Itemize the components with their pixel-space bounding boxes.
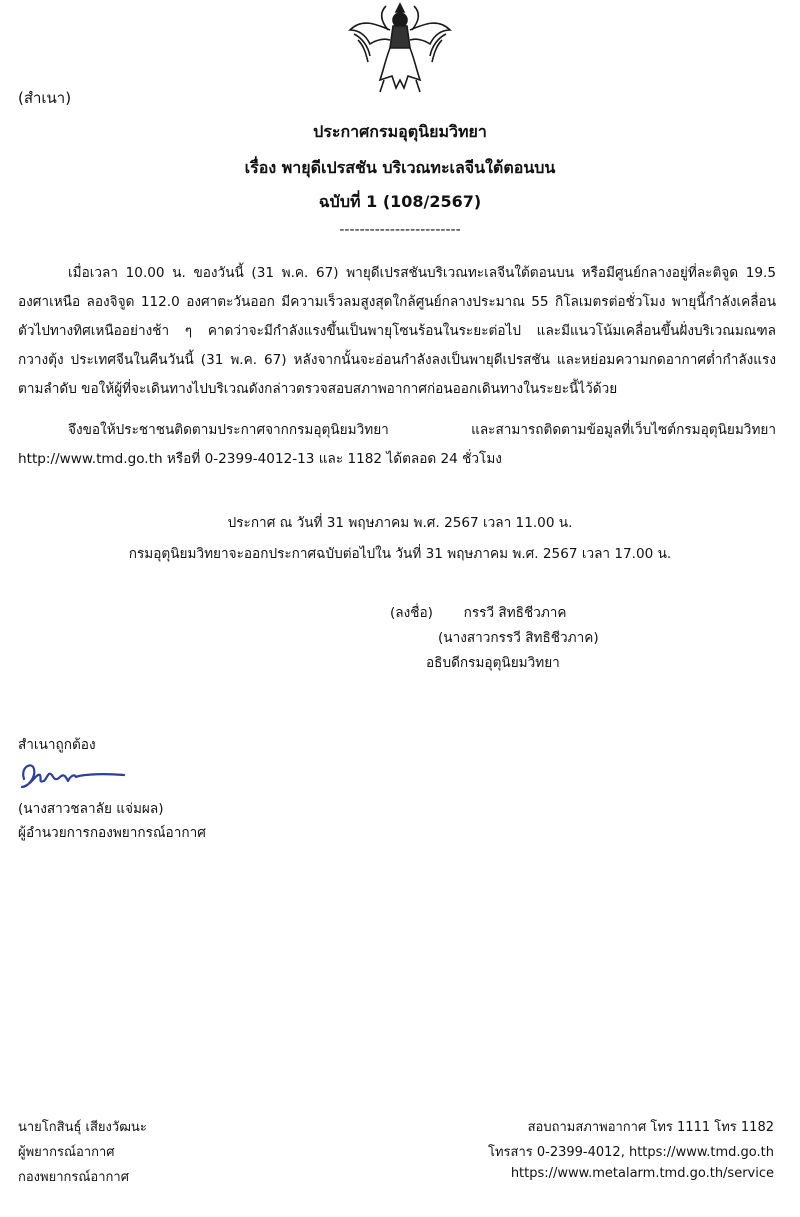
certified-copy-label: สำเนาถูกต้อง bbox=[18, 737, 96, 753]
document-issue-number: ฉบับที่ 1 (108/2567) bbox=[318, 192, 482, 211]
body-paragraph-2 bbox=[18, 416, 776, 474]
signed-name: กรรวี สิทธิชีวภาค bbox=[463, 605, 567, 621]
contact-fax-website[interactable]: โทรสาร 0-2399-4012, https://www.tmd.go.th bbox=[488, 1145, 774, 1160]
document-subject: เรื่อง พายุดีเปรสชัน บริเวณทะเลจีนใต้ตอนบน bbox=[244, 158, 556, 177]
signed-row bbox=[390, 601, 599, 626]
document-title: ประกาศกรมอุตุนิยมวิทยา bbox=[313, 122, 487, 141]
issued-date: ประกาศ ณ วันที่ 31 พฤษภาคม พ.ศ. 2567 เวลา 11.00 น. bbox=[227, 515, 573, 531]
certified-copy-position: ผู้อำนวยการกองพยากรณ์อากาศ bbox=[18, 825, 206, 841]
body-paragraph-2-text: จึงขอให้ประชาชนติดตามประกาศจากกรมอุตุนิยมวิทยา และสามารถติดตามข้อมูลที่เว็บไซต์กรมอุตุนิยมวิทยา http://www.tmd.go.th หรือที่ 0-2399-4012-13 และ 1182 ได้ตลอด 24 ชั่วโมง bbox=[18, 422, 776, 467]
garuda-emblem-icon bbox=[340, 0, 460, 96]
signed-label: (ลงชื่อ) bbox=[390, 605, 433, 621]
title-separator: ------------------------ bbox=[339, 222, 461, 238]
body-paragraph-1 bbox=[18, 259, 776, 404]
forecaster-division: กองพยากรณ์อากาศ bbox=[18, 1170, 129, 1185]
certified-copy-name: (นางสาวชลาลัย แจ่มผล) bbox=[18, 801, 164, 817]
copy-mark: (สำเนา) bbox=[18, 89, 72, 107]
handwritten-signature-icon bbox=[18, 757, 128, 795]
contact-service-link[interactable]: https://www.metalarm.tmd.go.th/service bbox=[510, 1166, 774, 1181]
forecaster-title: ผู้พยากรณ์อากาศ bbox=[18, 1145, 115, 1160]
signer-position: อธิบดีกรมอุตุนิยมวิทยา bbox=[426, 655, 560, 671]
body-paragraph-1-text: เมื่อเวลา 10.00 น. ของวันนี้ (31 พ.ค. 67) พายุดีเปรสชันบริเวณทะเลจีนใต้ตอนบน หรือมีศูนย์กลางอยู่ที่ละติจูด 19.5 องศาเหนือ ลองจิจูด 112.0 องศาตะวันออก มีความเร็วลมสูงสุดใกล้ศูนย์กลางประมาณ 55 กิโลเมตรต่อชั่วโมง พายุนี้กำลังเคลื่อนตัวไปทางทิศเหนืออย่างช้า ๆ คาดว่าจะมีกำลังแรงขึ้นเป็นพายุโซนร้อนในระยะต่อไป และมีแนวโน้มเคลื่อนขึ้นฝั่งบริเวณมณฑลกวางตุ้ง ประเทศจีนในคืนวันนี้ (31 พ.ค. 67) หลังจากนั้นจะอ่อนกำลังลงเป็นพายุดีเปรสชัน และหย่อมความกดอากาศต่ำกำลังแรงตามลำดับ ขอให้ผู้ที่จะเดินทางไปบริเวณดังกล่าวตรวจสอบสภาพอากาศก่อนออกเดินทางในระยะนี้ไว้ด้วย bbox=[18, 265, 776, 397]
next-announcement: กรมอุตุนิยมวิทยาจะออกประกาศฉบับต่อไปใน วันที่ 31 พฤษภาคม พ.ศ. 2567 เวลา 17.00 น. bbox=[128, 546, 672, 562]
signature-block bbox=[390, 601, 599, 676]
contact-phone: สอบถามสภาพอากาศ โทร 1111 โทร 1182 bbox=[527, 1120, 774, 1135]
forecaster-name: นายโกสินธุ์ เสียงวัฒนะ bbox=[18, 1120, 147, 1135]
signer-full-name: (นางสาวกรรวี สิทธิชีวภาค) bbox=[438, 630, 599, 646]
